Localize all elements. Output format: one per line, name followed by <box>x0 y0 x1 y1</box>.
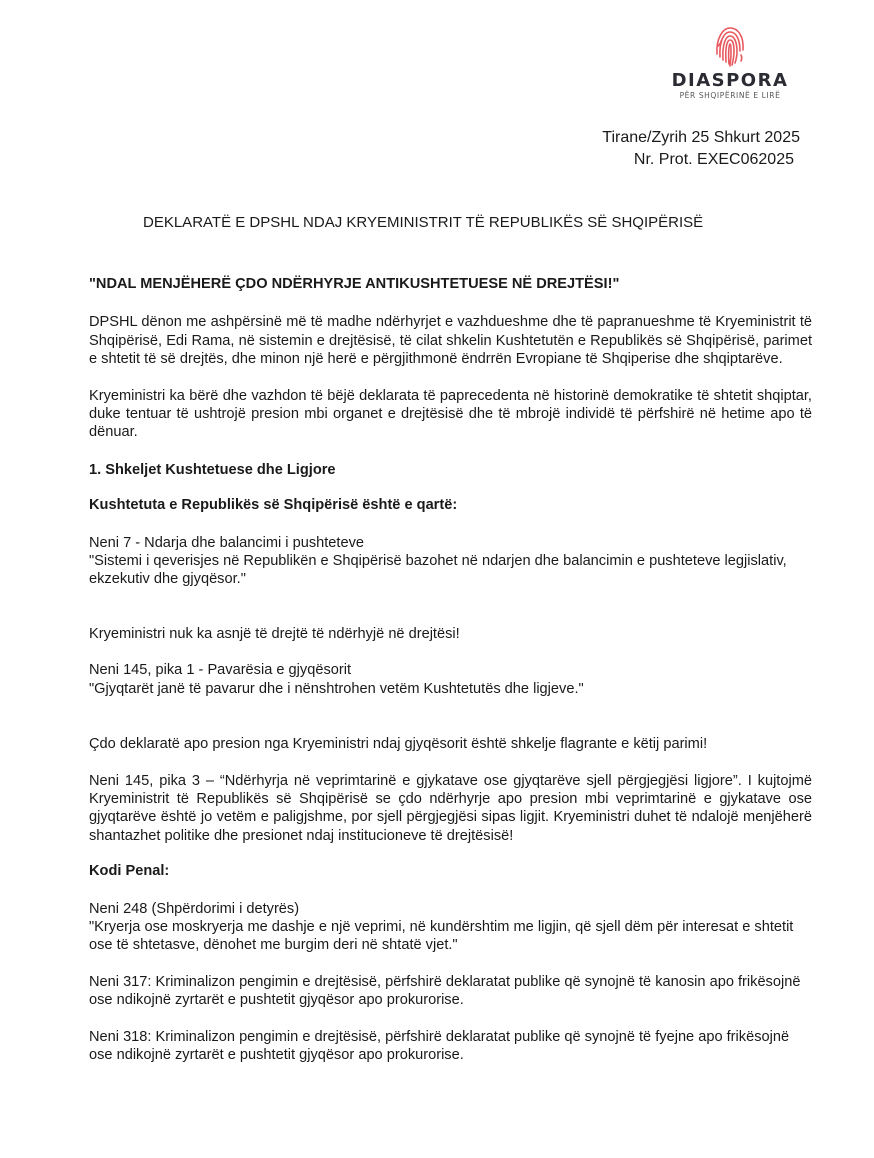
document-title: DEKLARATË E DPSHL NDAJ KRYEMINISTRIT TË REPUBLIKËS SË SHQIPËRISË <box>143 214 704 231</box>
document-header <box>602 127 800 171</box>
article-145-3-paragraph: Neni 145, pika 3 – “Ndërhyrja në veprimtarinë e gjykatave ose gjyqtarëve sjell përgjegjësi ligjore”. I kujtojmë Kryeministrit të Republikës së Shqipërisë se çdo ndërhyrje apo presion mbi veprimtarinë e gjykatave ose gjyqtarëve është jo vetëm e paligjshme, por sjell përgjegjësi sipas ligjit. Kryeministri duhet të ndalojë menjëherë shantazhet politike dhe presionet ndaj institucioneve të drejtësisë! <box>89 772 812 844</box>
constitution-subheading: Kushtetuta e Republikës së Shqipërisë është e qartë: <box>89 497 458 514</box>
document-body <box>89 275 812 1064</box>
article-248-title: Neni 248 (Shpërdorimi i detyrës) <box>89 900 300 917</box>
article-145-1-comment: Çdo deklaratë apo presion nga Kryeministri ndaj gjyqësorit është shkelje flagrante e këtij parimi! <box>89 736 708 753</box>
article-248-quote: "Kryerja ose moskryerja me dashje e një veprimi, në kundërshtim me ligjin, që sjell dëm për interesat e shtetit ose të shtetasve, dënohet me burgim deri në shtatë vjet." <box>89 918 794 954</box>
article-318-paragraph: Neni 318: Kriminalizon pengimin e drejtësisë, përfshirë deklaratat publike që synojnë të fyejne apo frikësojnë ose ndikojnë zyrtarët e pushtetit gjyqësor apo prokurorise. <box>89 1028 790 1063</box>
penal-code-heading: Kodi Penal: <box>89 863 170 880</box>
fingerprint-icon <box>713 24 747 68</box>
article-145-1-quote: "Gjyqtarët janë të pavarur dhe i nënshtrohen vetëm Kushtetutës dhe ligjeve." <box>89 680 584 697</box>
section-heading: 1. Shkeljet Kushtetuese dhe Ligjore <box>89 461 336 478</box>
intro-paragraph-2: Kryeministri ka bërë dhe vazhdon të bëjë deklarata të paprecedenta në historinë demokratike të shtetit shqiptar, duke tentuar të ushtrojë presion mbi organet e drejtësisë dhe të mbrojë individë të përfshirë në hetime apo të dënuar. <box>89 387 812 441</box>
diaspora-logo <box>668 24 792 100</box>
intro-paragraph-1: DPSHL dënon me ashpërsinë më të madhe ndërhyrjet e vazhdueshme dhe të papranueshme të Kryeministrit të Shqipërisë, Edi Rama, në sistemin e drejtësisë, të cilat shkelin Kushtetutën e Republikës së Shqipërisë, parimet e shtetit të së drejtës, dhe minon një herë e përgjithmonë ëndrrën Evropiane të Shqiperise dhe shqiptarëve. <box>89 314 812 368</box>
article-7-quote: "Sistemi i qeverisjes në Republikën e Shqipërisë bazohet në ndarjen dhe balancimin e pushteteve legjislativ, ekzekutiv dhe gjyqësor." <box>89 553 787 588</box>
headline: "NDAL MENJËHERË ÇDO NDËRHYRJE ANTIKUSHTETUESE NË DREJTËSI!" <box>89 276 620 292</box>
place-date: Tirane/Zyrih 25 Shkurt 2025 <box>602 129 800 146</box>
article-7-comment: Kryeministri nuk ka asnjë të drejtë të ndërhyjë në drejtësi! <box>89 625 460 642</box>
article-317-paragraph: Neni 317: Kriminalizon pengimin e drejtësisë, përfshirë deklaratat publike që synojnë të kanosin apo frikësojnë ose ndikojnë zyrtarët e pushtetit gjyqësor apo prokurorise. <box>89 973 801 1009</box>
article-145-1-title: Neni 145, pika 1 - Pavarësia e gjyqësorit <box>89 662 352 679</box>
logo-tagline: PËR SHQIPËRINË E LIRË <box>679 91 781 100</box>
protocol-number: Nr. Prot. EXEC062025 <box>633 151 794 168</box>
logo-brand: DIASPORA <box>671 70 789 91</box>
article-7-title: Neni 7 - Ndarja dhe balancimi i pushteteve <box>89 534 365 551</box>
